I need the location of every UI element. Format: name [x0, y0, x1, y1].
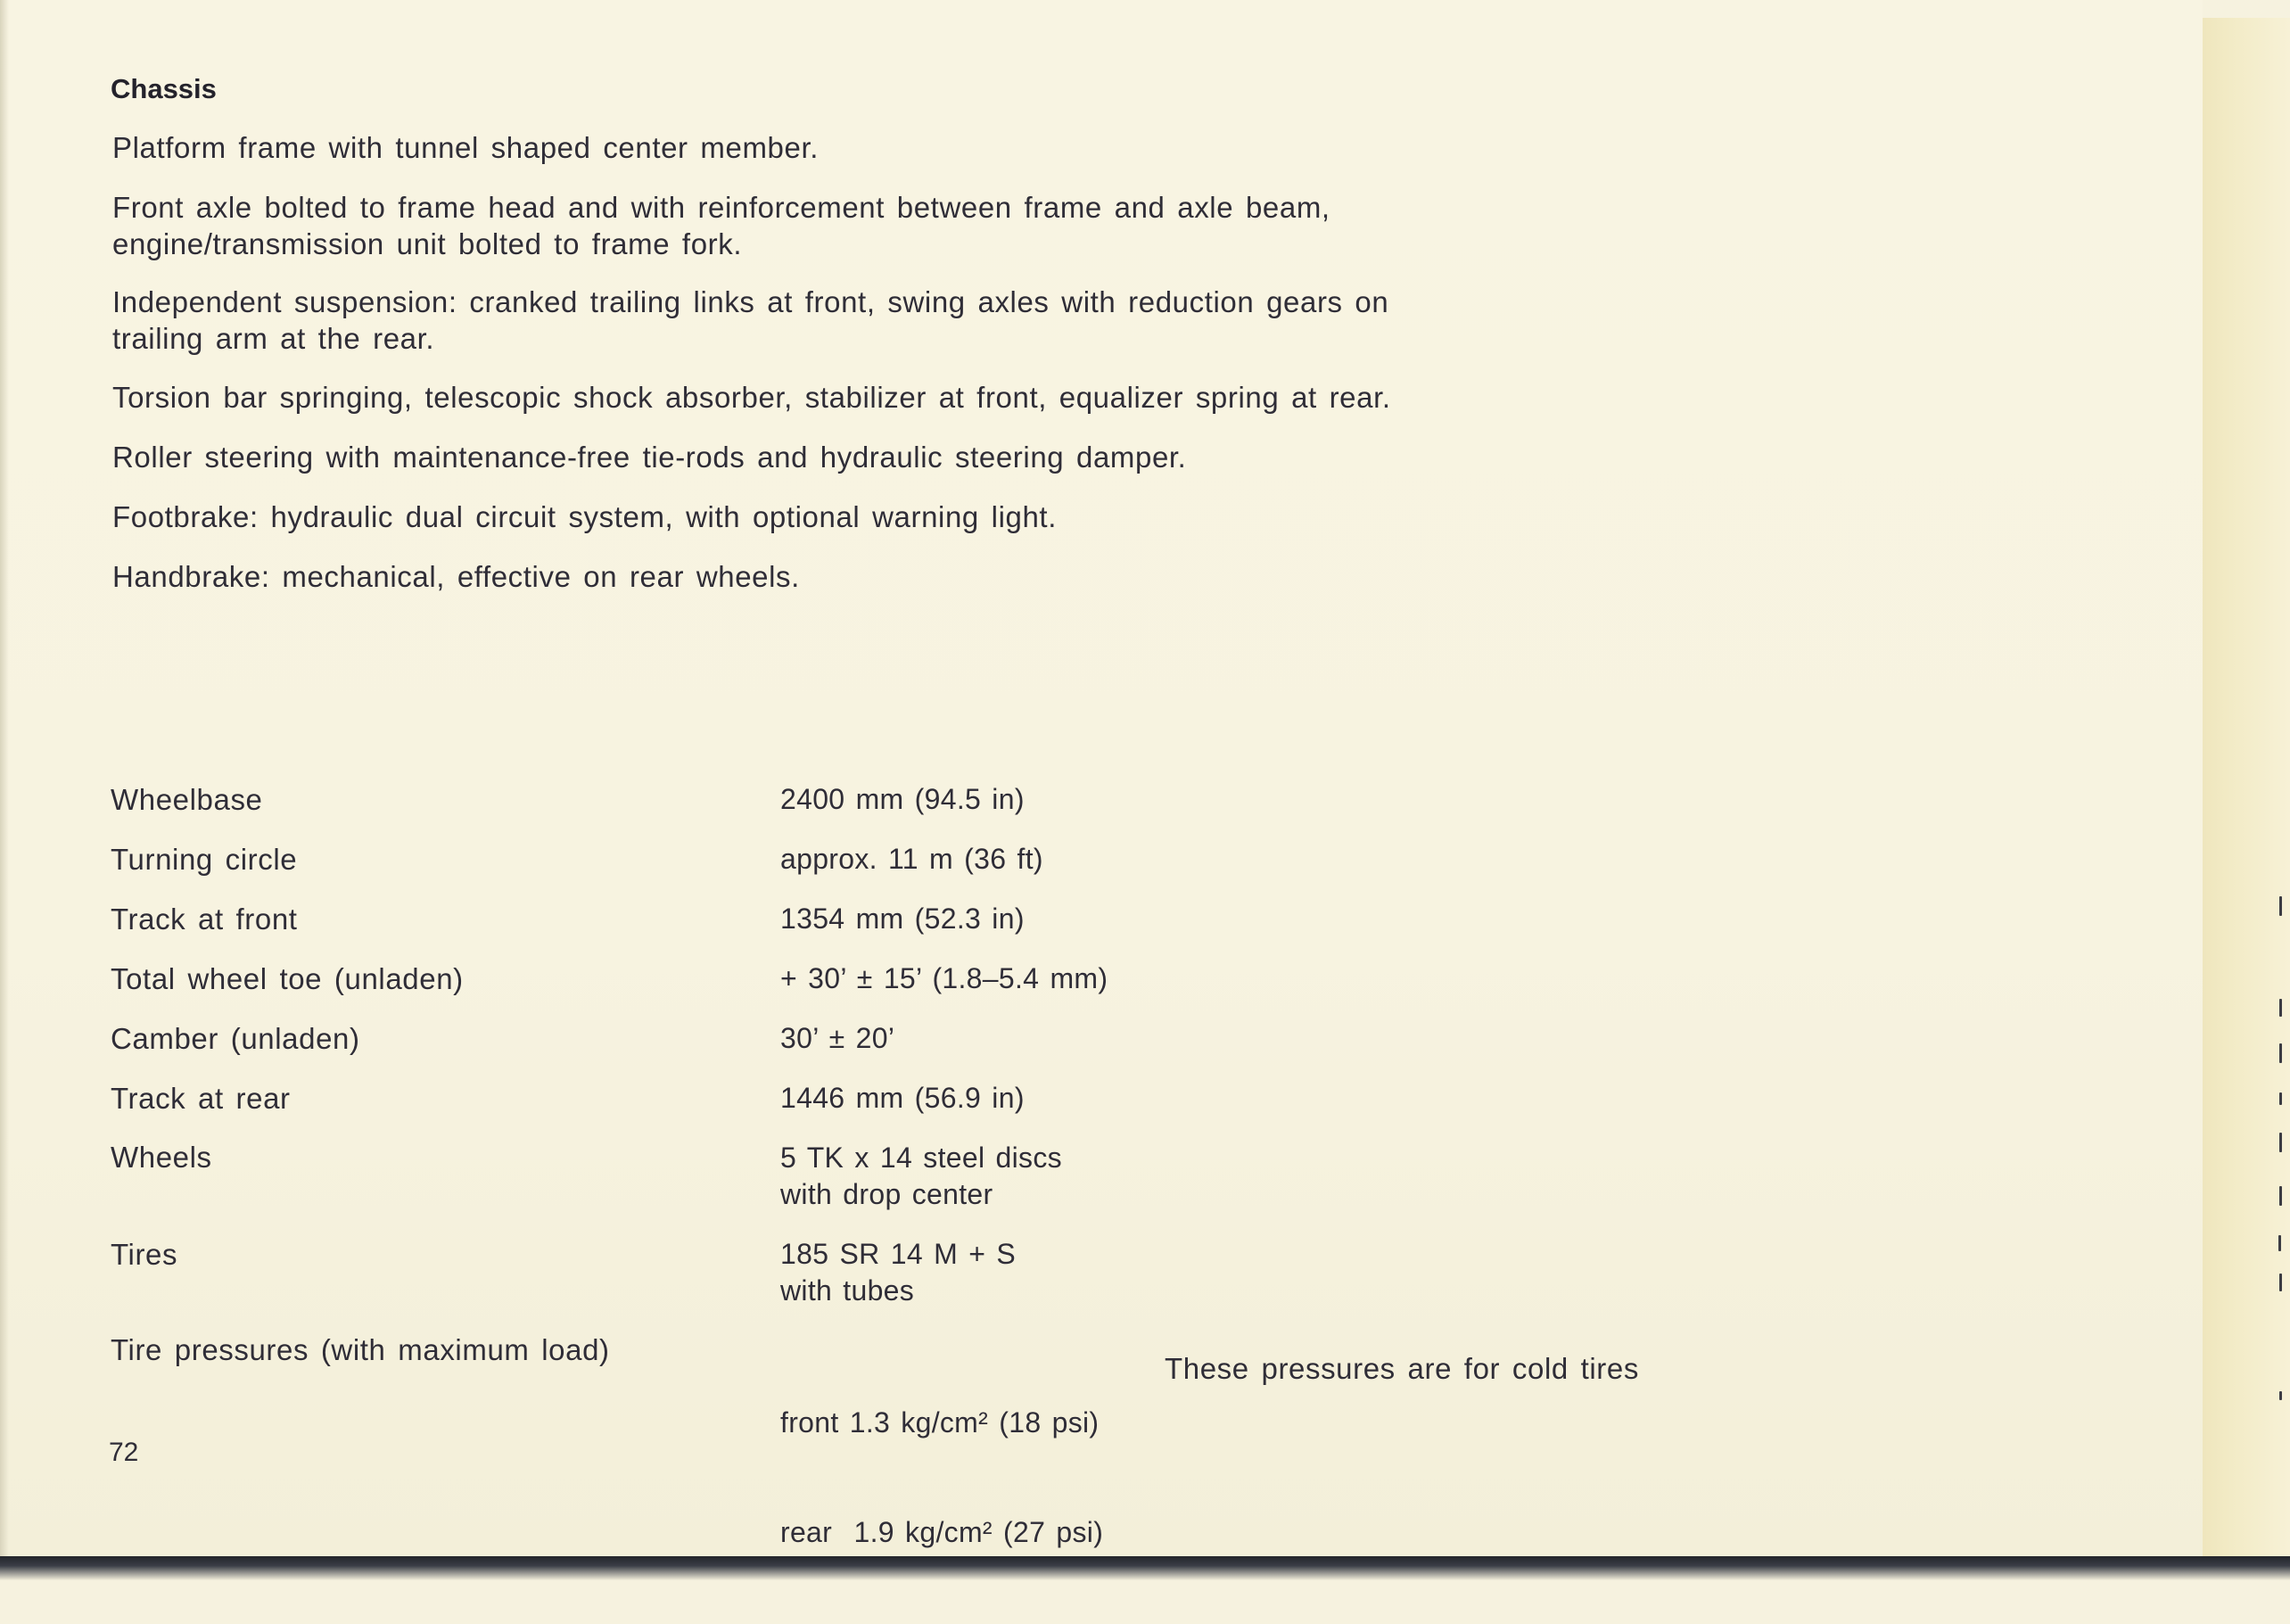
edge-mark [2279, 1043, 2282, 1063]
spec-value [780, 781, 1025, 818]
paragraph-steering: Roller steering with maintenance-free tie-rods and hydraulic steering damper. [112, 441, 1187, 474]
paragraph-handbrake: Handbrake: mechanical, effective on rear wheels. [112, 560, 800, 593]
page-left-shadow [0, 0, 9, 1580]
paragraph-springing: Torsion bar springing, telescopic shock absorber, stabilizer at front, equalizer spring at rear. [112, 381, 1391, 414]
spec-value [780, 901, 1025, 937]
spec-label: Track at rear [111, 1082, 291, 1115]
spec-value [780, 1140, 1062, 1213]
spec-value [780, 1020, 894, 1057]
page-bottom-shadow [0, 1556, 2290, 1580]
spec-value-line: 185 SR 14 M + S [780, 1238, 1017, 1270]
spec-label: Tires [111, 1238, 178, 1271]
spec-value-line: front 1.3 kg/cm² (18 psi) [780, 1406, 1100, 1439]
spec-value [780, 1080, 1025, 1117]
spec-value-line: 1354 mm (52.3 in) [780, 903, 1025, 935]
spec-label: Turning circle [111, 843, 298, 876]
edge-mark [2279, 1186, 2282, 1206]
page-edge [2203, 18, 2290, 1574]
page-number: 72 [109, 1438, 139, 1467]
paragraph-footbrake: Footbrake: hydraulic dual circuit system, with optional warning light. [112, 500, 1057, 533]
edge-mark [2279, 1092, 2282, 1105]
spec-value-line: 5 TK x 14 steel discs [780, 1142, 1062, 1174]
edge-mark [2279, 1391, 2282, 1400]
spec-label: Wheelbase [111, 783, 263, 816]
tire-pressure-note: These pressures are for cold tires [1165, 1352, 1639, 1385]
spec-value-line: 30’ ± 20’ [780, 1022, 895, 1054]
spec-value-line: rear 1.9 kg/cm² (27 psi) [780, 1516, 1104, 1548]
spec-label: Tire pressures (with maximum load) [111, 1333, 610, 1366]
spec-value-line: + 30’ ± 15’ (1.8–5.4 mm) [780, 962, 1108, 994]
spec-value-line: approx. 11 m (36 ft) [780, 843, 1043, 875]
spec-value-line: 1446 mm (56.9 in) [780, 1082, 1025, 1114]
edge-mark [2279, 1274, 2282, 1291]
spec-label: Total wheel toe (unladen) [111, 962, 464, 995]
edge-mark [2279, 896, 2282, 916]
spec-label: Camber (unladen) [111, 1022, 360, 1055]
spec-value-line: 2400 mm (94.5 in) [780, 783, 1025, 815]
paragraph-frame: Platform frame with tunnel shaped center member. [112, 131, 819, 164]
spec-value [780, 960, 1108, 997]
spec-value [780, 841, 1043, 878]
spec-value-line: with tubes [780, 1274, 915, 1307]
section-heading: Chassis [111, 73, 217, 104]
edge-mark [2279, 1133, 2282, 1152]
spec-label: Wheels [111, 1141, 212, 1174]
paragraph-suspension: Independent suspension: cranked trailing links at front, swing axles with reduction gears on trailing arm at the rear. [112, 285, 1389, 355]
spec-value [780, 1236, 1016, 1309]
spec-label: Track at front [111, 903, 298, 936]
edge-mark [2279, 999, 2282, 1017]
paragraph-front-axle: Front axle bolted to frame head and with reinforcement between frame and axle beam, engine/transmission unit bolted to frame fork. [112, 191, 1330, 260]
spec-value-line: with drop center [780, 1178, 993, 1210]
edge-mark [2278, 1235, 2281, 1251]
